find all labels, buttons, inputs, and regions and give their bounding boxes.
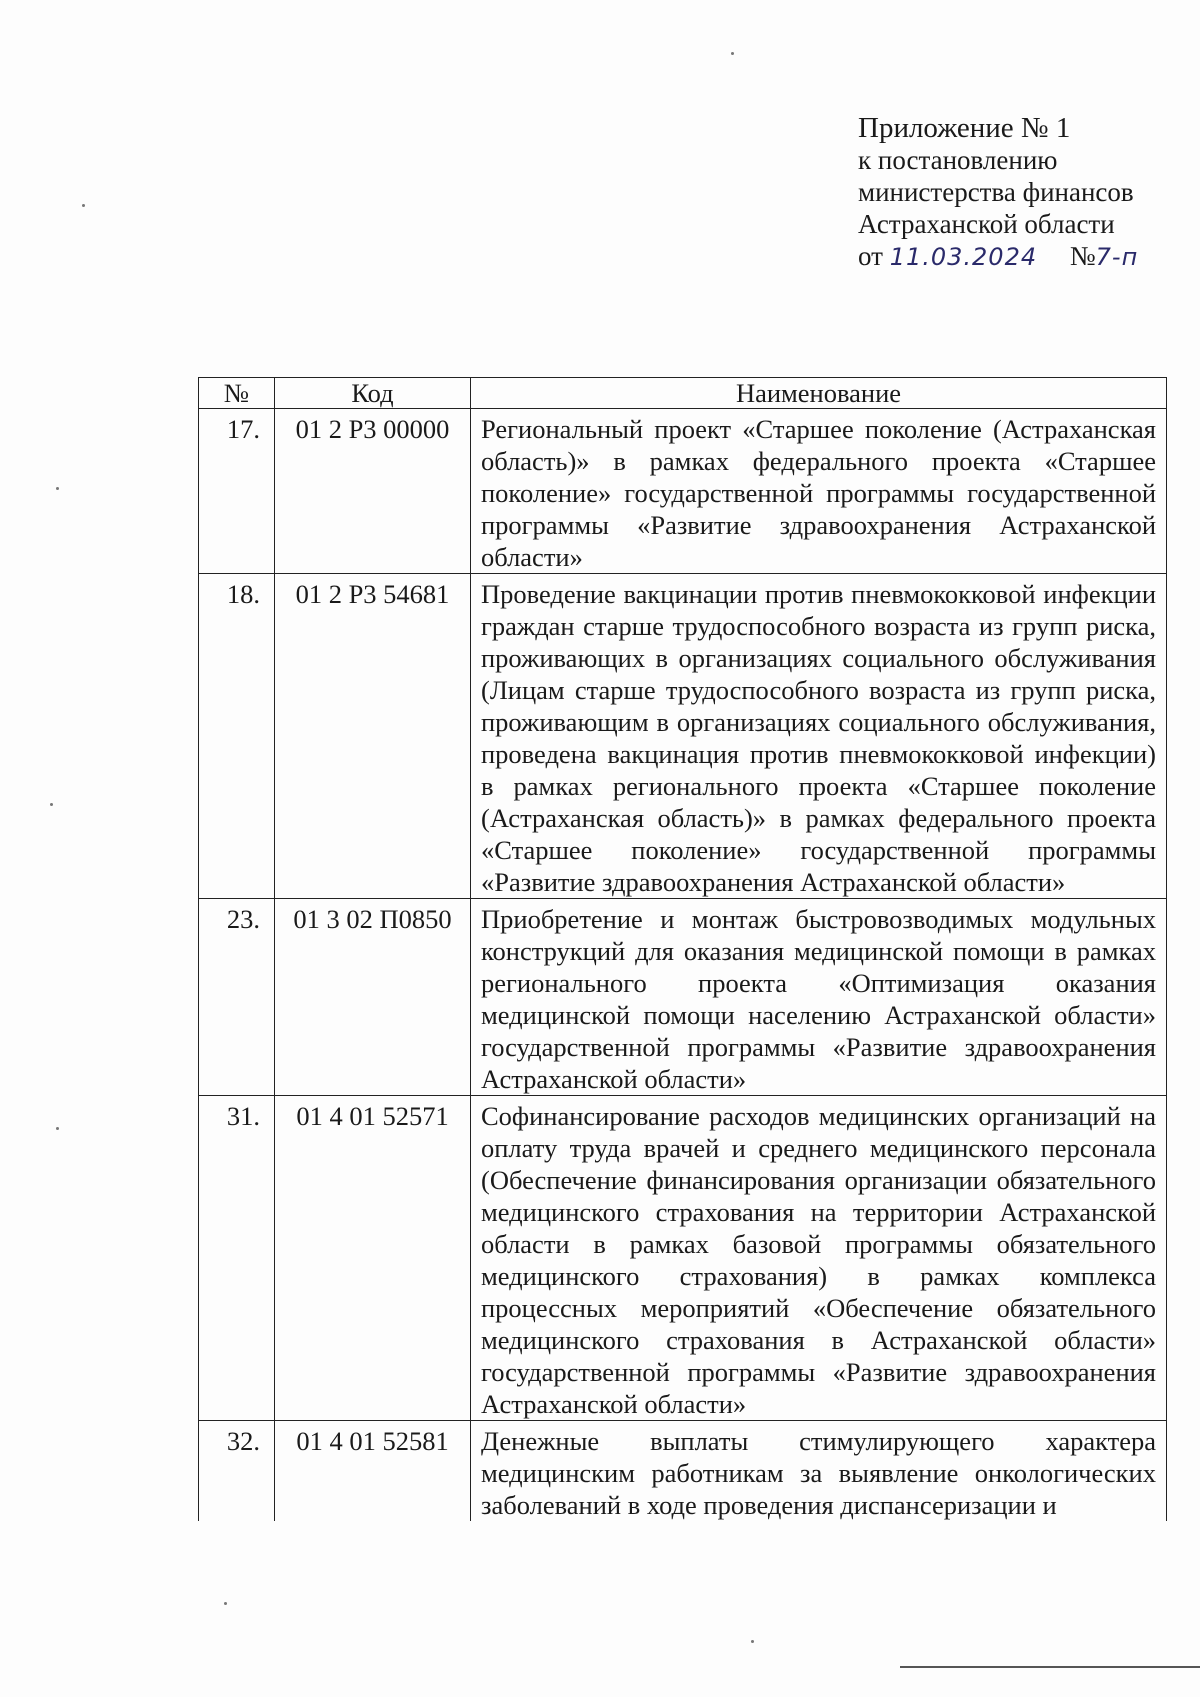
row-name: Региональный проект «Старшее поколение (Астраханская область)» в рамках федерального проекта «Старшее поколение» государственной программы государственной программы «Развитие здравоохранения Астраханской области» [471, 409, 1167, 574]
appendix-line-4: Астраханской области [858, 209, 1115, 239]
scan-speck [50, 803, 53, 806]
table-row [199, 409, 1167, 574]
number-label: № [1069, 241, 1096, 271]
appendix-date-line [858, 240, 1138, 273]
appendix-line-2: к постановлению [858, 145, 1058, 175]
row-num: 18. [199, 574, 275, 899]
scan-speck [56, 1127, 59, 1130]
row-code: 01 4 01 52571 [275, 1096, 471, 1421]
scan-speck [751, 1640, 754, 1643]
row-num: 32. [199, 1421, 275, 1522]
appendix-line-3: министерства финансов [858, 177, 1134, 207]
row-code: 01 2 Р3 54681 [275, 574, 471, 899]
row-name: Денежные выплаты стимулирующего характера медицинским работникам за выявление онкологических заболеваний в ходе проведения диспансеризации и [471, 1421, 1167, 1522]
date-prefix: от [858, 241, 883, 271]
row-code: 01 2 Р3 00000 [275, 409, 471, 574]
scan-speck [56, 487, 59, 490]
row-code: 01 4 01 52581 [275, 1421, 471, 1522]
table-row [199, 574, 1167, 899]
appendix-title: Приложение № 1 [858, 112, 1071, 144]
handwritten-date: 11.03.2024 [889, 243, 1038, 271]
row-name: Софинансирование расходов медицинских организаций на оплату труда врачей и среднего медицинского персонала (Обеспечение финансирования организации обязательного медицинского страхования на территории Астраханской области в рамках базовой программы обязательного медицинского страхования) в рамках комплекса процессных мероприятий «Обеспечение обязательного медицинского страхования в Астраханской области» государственной программы «Развитие здравоохранения Астраханской области» [471, 1096, 1167, 1421]
handwritten-number: 7-п [1095, 243, 1139, 271]
scan-speck [731, 52, 734, 55]
row-num: 23. [199, 899, 275, 1096]
budget-classification-table [198, 377, 1167, 1521]
row-code: 01 3 02 П0850 [275, 899, 471, 1096]
table-row [199, 1421, 1167, 1522]
table-row [199, 1096, 1167, 1421]
header-name: Наименование [471, 378, 1167, 409]
header-code: Код [275, 378, 471, 409]
row-num: 31. [199, 1096, 275, 1421]
header-num: № [199, 378, 275, 409]
scan-speck [224, 1602, 227, 1605]
row-name: Проведение вакцинации против пневмококковой инфекции граждан старше трудоспособного возраста из групп риска, проживающих в организациях социального обслуживания (Лицам старше трудоспособного возраста из групп риска, проживающим в организациях социального обслуживания, проведена вакцинация против пневмококковой инфекции) в рамках регионального проекта «Старшее поколение (Астраханская область)» в рамках федерального проекта «Старшее поколение» государственной программы «Развитие здравоохранения Астраханской области» [471, 574, 1167, 899]
table-header-row [199, 378, 1167, 409]
row-name: Приобретение и монтаж быстровозводимых модульных конструкций для оказания медицинской помощи в рамках регионального проекта «Оптимизация оказания медицинской помощи населению Астраханской области» государственной программы «Развитие здравоохранения Астраханской области» [471, 899, 1167, 1096]
scan-speck [82, 204, 85, 207]
scan-edge-line [900, 1666, 1200, 1668]
appendix-header [858, 112, 1138, 273]
row-num: 17. [199, 409, 275, 574]
table-row [199, 899, 1167, 1096]
